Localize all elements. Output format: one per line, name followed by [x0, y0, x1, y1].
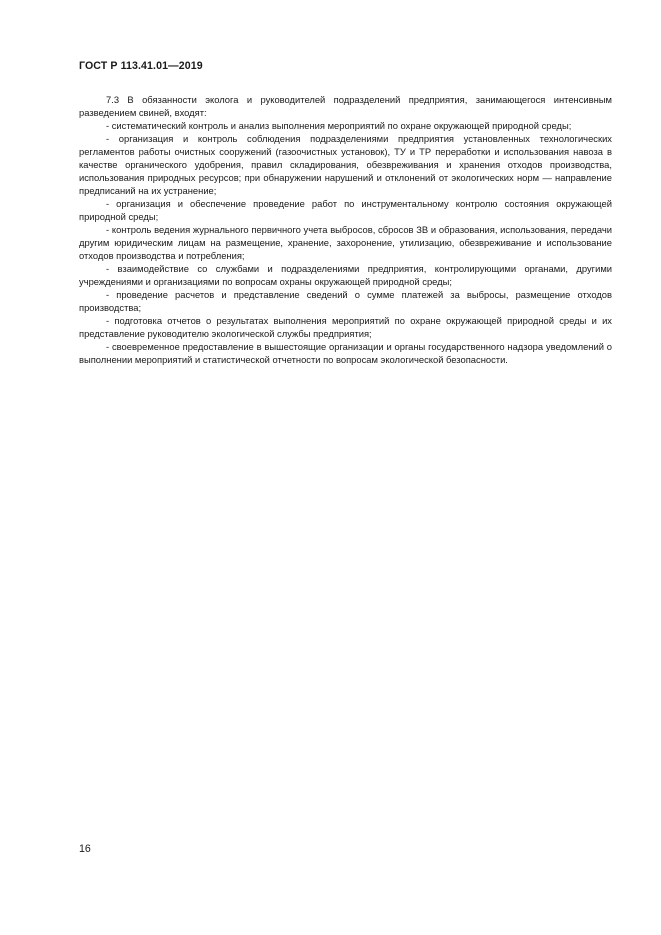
list-item: - организация и контроль соблюдения подразделениями предприятия установленных технологических регламентов работы очистных сооружений (газоочистных установок), ТУ и ТР переработки и использования навоза в качестве органического удобрения, правил складирования, обезвреживания и хранения отходов производства, использования природных ресурсов; при обнаружении нарушений и отклонений от экологических норм — направление предписаний на их устранение; — [79, 133, 612, 196]
document-code: ГОСТ Р 113.41.01—2019 — [79, 60, 203, 72]
list-item: - подготовка отчетов о результатах выполнения мероприятий по охране окружающей природной среды и их представление руководителю экологической службы предприятия; — [79, 315, 612, 339]
section-intro-paragraph: 7.3 В обязанности эколога и руководителей подразделений предприятия, занимающегося интенсивным разведением свиней, входят: — [79, 94, 612, 118]
document-header — [79, 60, 203, 72]
list-item: - проведение расчетов и представление сведений о сумме платежей за выбросы, размещение отходов производства; — [79, 289, 612, 313]
page-number: 16 — [79, 843, 91, 855]
document-body — [79, 93, 612, 366]
list-item: - взаимодействие со службами и подразделениями предприятия, контролирующими органами, другими учреждениями и организациями по вопросам охраны окружающей природной среды; — [79, 263, 612, 287]
list-item: - контроль ведения журнального первичного учета выбросов, сбросов ЗВ и образования, использования, передачи другим юридическим лицам на размещение, хранение, захоронение, утилизацию, обезвреживание и использование отходов производства и потребления; — [79, 224, 612, 261]
list-item: - своевременное предоставление в вышестоящие организации и органы государственного надзора уведомлений о выполнении мероприятий и статистической отчетности по вопросам экологической безопасности. — [79, 341, 612, 365]
list-item: - систематический контроль и анализ выполнения мероприятий по охране окружающей природной среды; — [106, 120, 572, 131]
list-item: - организация и обеспечение проведение работ по инструментальному контролю состояния окружающей природной среды; — [79, 198, 612, 222]
